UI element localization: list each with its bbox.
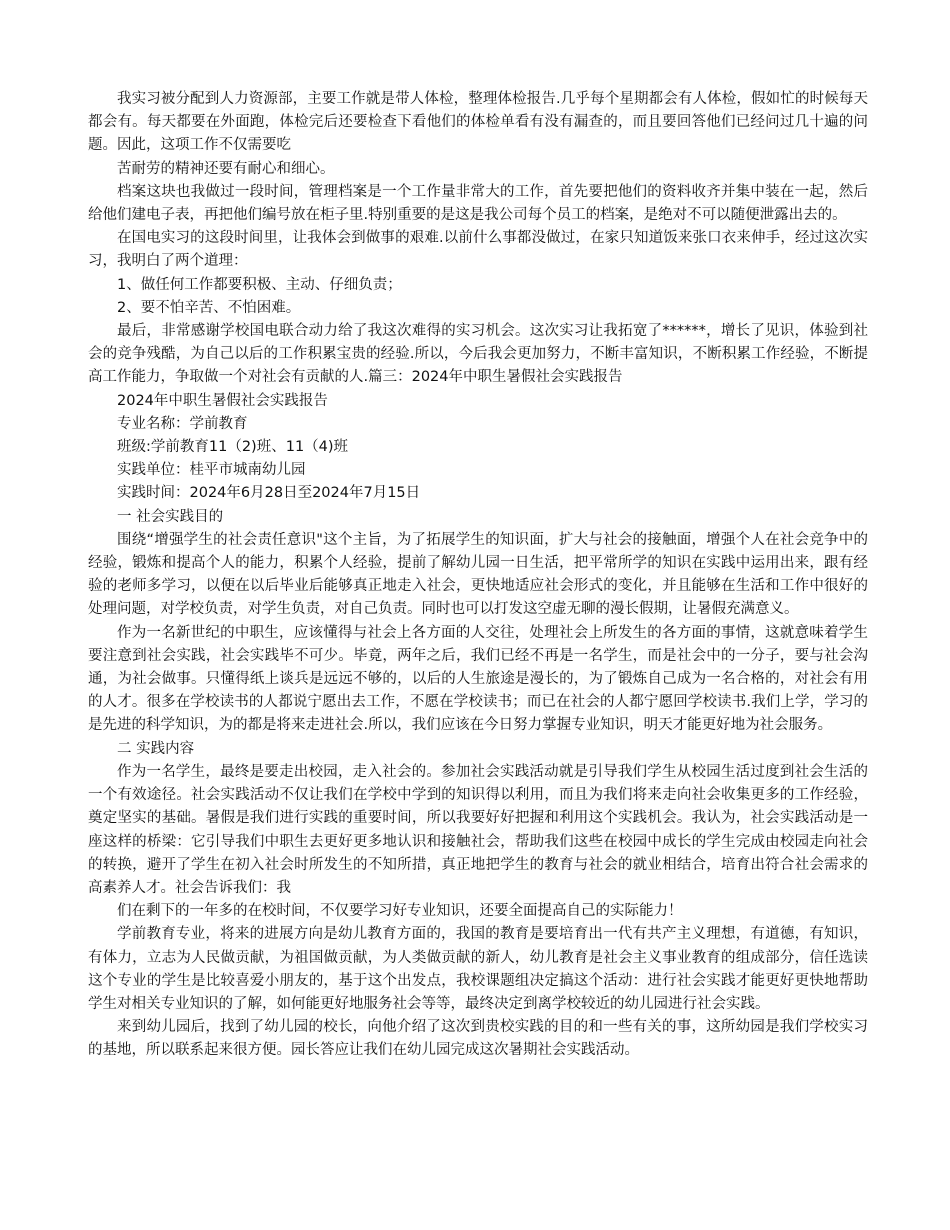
paragraph-10: 学前教育专业，将来的进展方向是幼儿教育方面的，我国的教育是要培育出一代有共产主义理想，有道德，有知识，有体力，立志为人民做贡献，为祖国做贡献，为人类做贡献的新人，幼儿教育是社会主义事业教育的组成部分，信任选读这个专业的学生是比较喜爱小朋友的，基于这个出发点，我校课题组决定搞这个活动：进行社会实践才能更好更快地帮助学生对相关专业知识的了解，如何能更好地服务社会等等，最终决定到离学校较近的幼儿园进行社会实践。 [88, 926, 868, 1012]
section-heading-1: 一 社会实践目的 [117, 508, 224, 525]
paragraph-5: 最后，非常感谢学校国电联合动力给了我这次难得的实习机会。这次实习让我拓宽了******，增长了见识，体验到社会的竞争残酷，为自己以后的工作积累宝贵的经验.所以，今后我会更加努力，不断丰富知识，不断积累工作经验，不断提高工作能力，争取做一个对社会有贡献的人.篇三：2024年中职生暑假社会实践报告 [88, 323, 868, 386]
paragraph-7: 作为一名新世纪的中职生，应该懂得与社会上各方面的人交往，处理社会上所发生的各方面的事情，这就意味着学生要注意到社会实践，社会实践毕不可少。毕竟，两年之后，我们已经不再是一名学生，而是社会中的一分子，要与社会沟通，为社会做事。只懂得纸上谈兵是远远不够的，以后的人生旅途是漫长的，为了锻炼自己成为一名合格的，对社会有用的人才。很多在学校读书的人都说宁愿出去工作，不愿在学校读书；而已在社会的人都宁愿回学校读书.我们上学，学习的是先进的科学知识，为的都是将来走进社会.所以，我们应该在今日努力掌握专业知识，明天才能更好地为社会服务。 [88, 624, 868, 734]
major-name: 专业名称：学前教育 [117, 415, 248, 432]
list-item-2: 2、要不怕辛苦、不怕困难。 [117, 299, 301, 316]
section-heading-2: 二 实践内容 [117, 740, 195, 757]
paragraph-2: 苦耐劳的精神还要有耐心和细心。 [117, 160, 335, 177]
report-title: 2024年中职生暑假社会实践报告 [117, 392, 328, 409]
paragraph-9: 们在剩下的一年多的在校时间，不仅要学习好专业知识，还要全面提高自己的实际能力！ [117, 903, 683, 920]
document-body [88, 88, 868, 1063]
class-name: 班级:学前教育11（2)班、11（4)班 [117, 439, 349, 456]
paragraph-6: 围绕“增强学生的社会责任意识"这个主旨，为了拓展学生的知识面，扩大与社会的接触面，增强个人在社会竞争中的经验，锻炼和提高个人的能力，积累个人经验，提前了解幼儿园一日生活，把平常所学的知识在实践中运用出来，跟有经验的老师多学习，以便在以后毕业后能够真正地走入社会，更快地适应社会形式的变化，并且能够在生活和工作中很好的处理问题，对学校负责，对学生负责，对自己负责。同时也可以打发这空虚无聊的漫长假期，让暑假充满意义。 [88, 531, 868, 618]
paragraph-1: 我实习被分配到人力资源部，主要工作就是带人体检，整理体检报告.几乎每个星期都会有人体检，假如忙的时候每天都会有。每天都要在外面跑，体检完后还要检查下看他们的体检单看有没有漏查的，而且要回答他们已经问过几十遍的问题。因此，这项工作不仅需要吃 [88, 91, 868, 154]
list-item-1: 1、做任何工作都要积极、主动、仔细负责； [117, 276, 402, 293]
paragraph-8: 作为一名学生，最终是要走出校园，走入社会的。参加社会实践活动就是引导我们学生从校园生活过度到社会生活的一个有效途径。社会实践活动不仅让我们在学校中学到的知识得以利用，而且为我们将来走向社会收集更多的工作经验，奠定坚实的基础。暑假是我们进行实践的重要时间，所以我要好好把握和利用这个实践机会。我认为，社会实践活动是一座这样的桥梁：它引导我们中职生去更好更多地认识和接触社会，帮助我们这些在校园中成长的学生完成由校园走向社会的转换，避开了学生在初入社会时所发生的不知所措，真正地把学生的教育与社会的就业相结合，培育出符合社会需求的高素养人才。社会告诉我们：我 [88, 763, 868, 896]
paragraph-11: 来到幼儿园后，找到了幼儿园的校长，向他介绍了这次到贵校实践的目的和一些有关的事，这所幼园是我们学校实习的基地，所以联系起来很方便。园长答应让我们在幼儿园完成这次暑期社会实践活动。 [88, 1019, 868, 1059]
practice-unit: 实践单位：桂平市城南幼儿园 [117, 462, 306, 479]
paragraph-4: 在国电实习的这段时间里，让我体会到做事的艰难.以前什么事都没做过，在家只知道饭来张口衣来伸手，经过这次实习，我明白了两个道理： [88, 230, 868, 270]
paragraph-3: 档案这块也我做过一段时间，管理档案是一个工作量非常大的工作，首先要把他们的资料收齐并集中装在一起，然后给他们建电子表，再把他们编号放在柜子里.特别重要的是这是我公司每个员工的档案，是绝对不可以随便泄露出去的。 [88, 183, 868, 224]
practice-time: 实践时间：2024年6月28日至2024年7月15日 [117, 485, 421, 502]
